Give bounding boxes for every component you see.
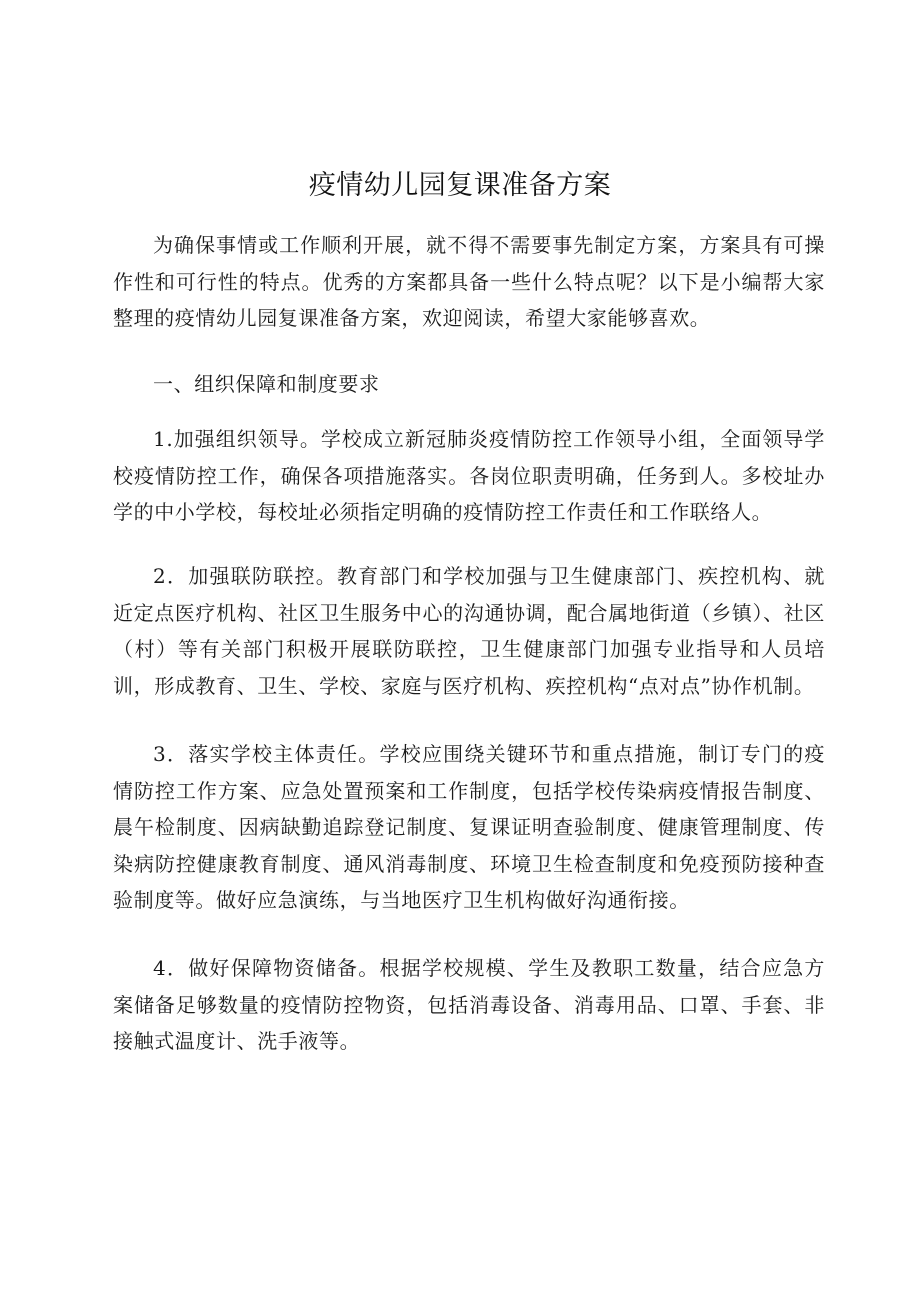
document-title: 疫情幼儿园复课准备方案 xyxy=(308,170,612,201)
item-paragraph-2: 2．加强联防联控。教育部门和学校加强与卫生健康部门、疾控机构、就近定点医疗机构、社区卫生服务中心的沟通协调，配合属地街道（乡镇）、社区（村）等有关部门积极开展联防联控，卫生健康部门加强专业指导和人员培训，形成教育、卫生、学校、家庭与医疗机构、疾控机构“点对点”协作机制。 xyxy=(113,564,825,698)
item-paragraph-4: 4．做好保障物资储备。根据学校规模、学生及教职工数量，结合应急方案储备足够数量的疫情防控物资，包括消毒设备、消毒用品、口罩、手套、非接触式温度计、洗手液等。 xyxy=(113,956,825,1053)
item-paragraph-3: 3．落实学校主体责任。学校应围绕关键环节和重点措施，制订专门的疫情防控工作方案、应急处置预案和工作制度，包括学校传染病疫情报告制度、晨午检制度、因病缺勤追踪登记制度、复课证明查验制度、健康管理制度、传染病防控健康教育制度、通风消毒制度、环境卫生检查制度和免疫预防接种查验制度等。做好应急演练，与当地医疗卫生机构做好沟通衔接。 xyxy=(113,742,825,912)
item-paragraph-1: 1.加强组织领导。学校成立新冠肺炎疫情防控工作领导小组，全面领导学校疫情防控工作，确保各项措施落实。各岗位职责明确，任务到人。多校址办学的中小学校，每校址必须指定明确的疫情防控工作责任和工作联络人。 xyxy=(113,427,825,524)
intro-paragraph: 为确保事情或工作顺利开展，就不得不需要事先制定方案，方案具有可操作性和可行性的特点。优秀的方案都具备一些什么特点呢？以下是小编帮大家整理的疫情幼儿园复课准备方案，欢迎阅读，希望大家能够喜欢。 xyxy=(113,233,825,330)
section-heading: 一、组织保障和制度要求 xyxy=(153,372,380,396)
